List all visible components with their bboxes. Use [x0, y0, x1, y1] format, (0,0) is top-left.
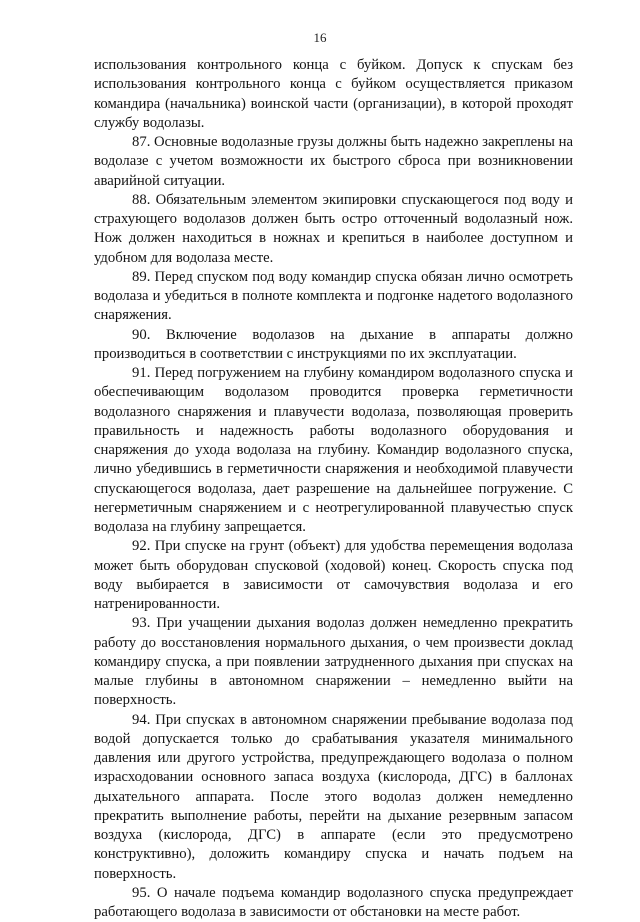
- paragraph-94: 94. При спусках в автономном снаряжении пребывание водолаза под водой допускается только до срабатывания указателя минимального давления или другого устройства, предупреждающего водолаза о полном израсходовании основного запаса воздуха (кислорода, ДГС) в баллонах дыхательного аппарата. После этого водолаз должен немедленно прекратить выполнение работы, перейти на дыхание резервным запасом воздуха (кислорода, ДГС) в аппарате (если это предусмотрено конструктивно), доложить командиру спуска и начать подъем на поверхность.: [94, 711, 573, 882]
- paragraph-87: 87. Основные водолазные грузы должны быть надежно закреплены на водолазе с учетом возможности их быстрого сброса при возникновении аварийной ситуации.: [94, 134, 573, 189]
- document-body: [94, 56, 573, 922]
- paragraph-91: 91. Перед погружением на глубину командиром водолазного спуска и обеспечивающим водолазом проводится проверка герметичности водолазного снаряжения и плавучести водолаза, позволяющая проверить правильность и надежность работы водолазного оборудования и снаряжения до ухода водолаза на глубину. Командир водолазного спуска, лично убедившись в герметичности снаряжения и необходимой плавучести спускающегося водолаза, дает разрешение на дальнейшее погружение. С негерметичным снаряжением и с неотрегулированной плавучестью спуск водолаза на глубину запрещается.: [94, 365, 573, 535]
- page-number: 16: [313, 30, 327, 45]
- paragraph-95: 95. О начале подъема командир водолазного спуска предупреждает работающего водолаза в зависимости от обстановки на месте работ.: [94, 884, 573, 920]
- paragraph-90: 90. Включение водолазов на дыхание в аппараты должно производиться в соответствии с инструкциями по их эксплуатации.: [94, 326, 573, 362]
- paragraph-93: 93. При учащении дыхания водолаз должен немедленно прекратить работу до восстановления нормального дыхания, о чем произвести доклад командиру спуска, а при появлении затрудненного дыхания при спусках на малые глубины в автономном снаряжении – немедленно выйти на поверхность.: [94, 615, 573, 709]
- paragraph-continuation: использования контрольного конца с буйком. Допуск к спускам без использования контрольного конца с буйком осуществляется приказом командира (начальника) воинской части (организации), в которой проходят службу водолазы.: [94, 57, 573, 131]
- paragraph-92: 92. При спуске на грунт (объект) для удобства перемещения водолаза может быть оборудован спусковой (ходовой) конец. Скорость спуска под воду выбирается в зависимости от самочувствия водолаза и его натренированности.: [94, 538, 573, 612]
- paragraph-88: 88. Обязательным элементом экипировки спускающегося под воду и страхующего водолазов должен быть остро отточенный водолазный нож. Нож должен находиться в ножнах и крепиться в наиболее доступном и удобном для водолаза месте.: [94, 191, 573, 266]
- paragraph-89: 89. Перед спуском под воду командир спуска обязан лично осмотреть водолаза и убедиться в полноте комплекта и подгонке надетого водолазного снаряжения.: [94, 268, 573, 324]
